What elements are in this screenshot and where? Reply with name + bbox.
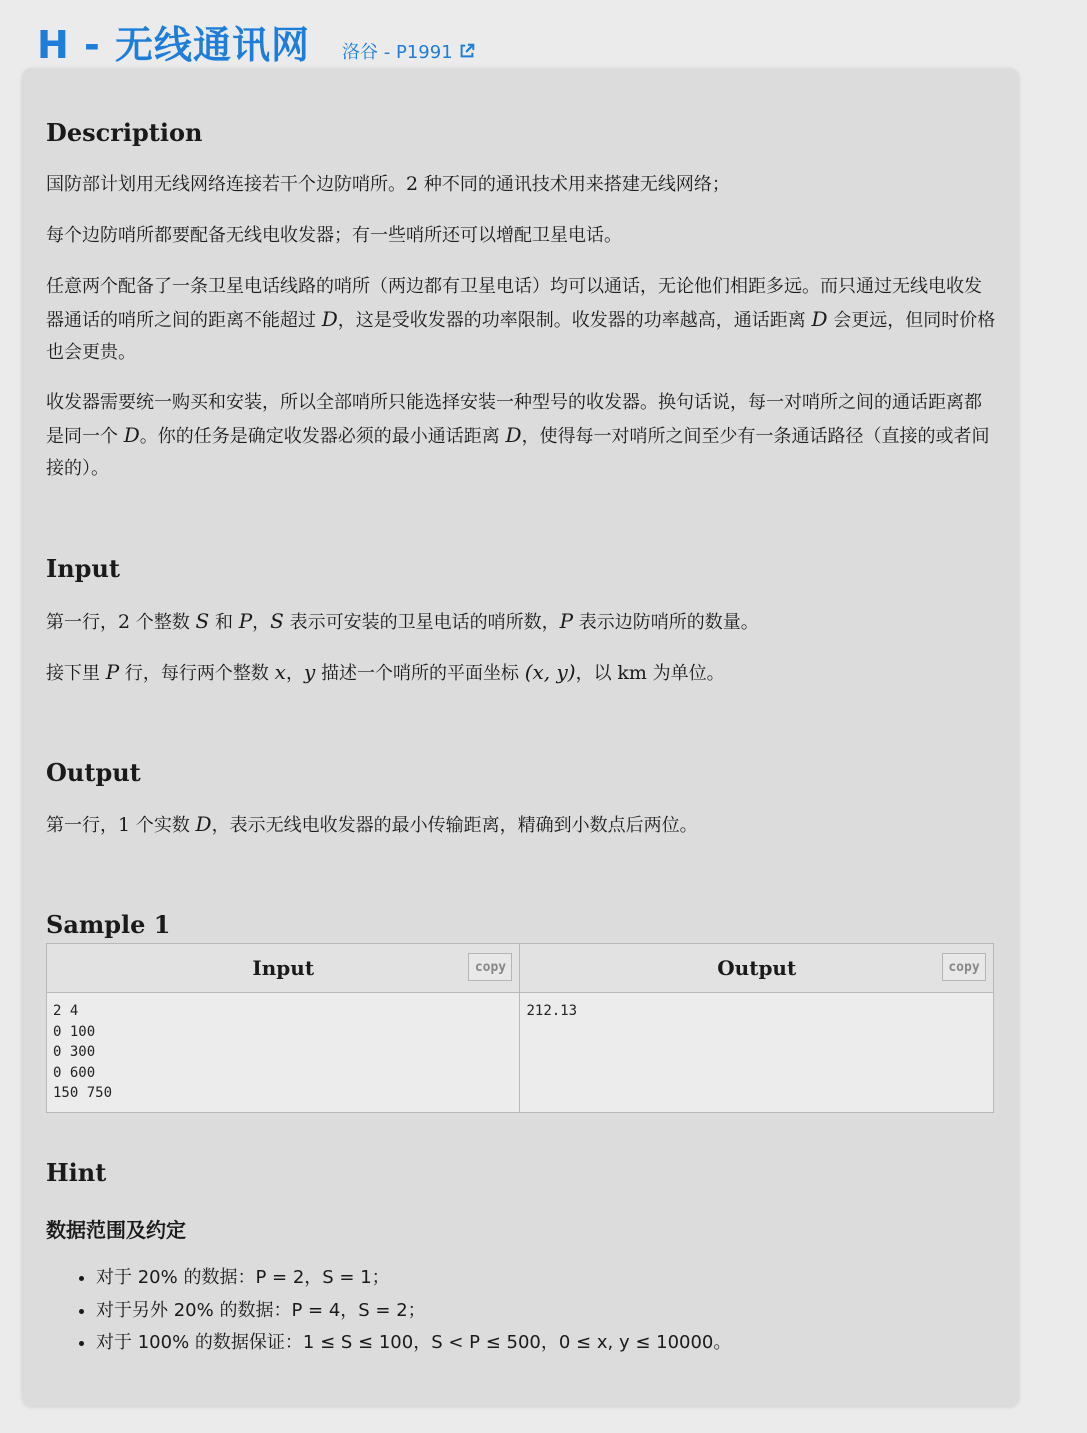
external-link-icon — [458, 42, 476, 60]
hint-heading: Hint — [46, 1158, 107, 1187]
input-paragraph-2: 接下里 P 行，每行两个整数 x，y 描述一个哨所的平面坐标 (x, y)，以 km 为单位。 — [46, 660, 725, 684]
sample-input-header — [47, 944, 520, 993]
sample-input-cell — [47, 993, 520, 1113]
sample-input-text[interactable]: 2 4 0 100 0 300 0 600 150 750 — [53, 1003, 113, 1101]
input-paragraph-1: 第一行，2 个整数 S 和 P，S 表示可安装的卫星电话的哨所数，P 表示边防哨所的数量。 — [46, 609, 759, 633]
output-heading: Output — [46, 758, 141, 787]
sample-output-label: Output — [717, 956, 797, 980]
sample-output-header — [520, 944, 994, 993]
problem-title: H - 无线通讯网 — [37, 23, 311, 67]
sample-heading: Sample 1 — [46, 910, 171, 939]
list-item: • 对于 100% 的数据保证：1 ≤ S ≤ 100，S < P ≤ 500，0 ≤ x, y ≤ 10000。 — [96, 1327, 996, 1360]
sample-table — [46, 943, 994, 1113]
sample-output-cell — [520, 993, 994, 1113]
input-heading: Input — [46, 554, 120, 583]
copy-output-button[interactable]: copy — [942, 953, 986, 981]
description-paragraph-2: 每个边防哨所都要配备无线电收发器；有一些哨所还可以增配卫星电话。 — [46, 225, 622, 246]
list-item: • 对于 20% 的数据：P = 2，S = 1； — [96, 1262, 996, 1295]
sample-input-label: Input — [252, 956, 315, 980]
hint-list — [46, 1262, 996, 1360]
hint-subheading: 数据范围及约定 — [46, 1218, 186, 1242]
source-link-label: 洛谷 - P1991 — [342, 42, 453, 63]
output-paragraph-1: 第一行，1 个实数 D，表示无线电收发器的最小传输距离，精确到小数点后两位。 — [46, 812, 698, 836]
description-paragraph-3: 任意两个配备了一条卫星电话线路的哨所（两边都有卫星电话）均可以通话，无论他们相距多远。而只通过无线电收发器通话的哨所之间的距离不能超过 D，这是受收发器的功率限制。收发器的功率越高，通话距离 D 会更远，但同时价格也会更贵。 — [46, 276, 996, 363]
description-heading: Description — [46, 118, 203, 147]
sample-output-text[interactable]: 212.13 — [526, 1003, 578, 1019]
source-link[interactable] — [342, 38, 476, 64]
list-item: • 对于另外 20% 的数据：P = 4，S = 2； — [96, 1295, 996, 1328]
page-header — [37, 14, 476, 67]
problem-card — [22, 68, 1019, 1406]
description-paragraph-1: 国防部计划用无线网络连接若干个边防哨所。2 种不同的通讯技术用来搭建无线网络； — [46, 173, 730, 195]
copy-input-button[interactable]: copy — [468, 953, 512, 981]
description-paragraph-4: 收发器需要统一购买和安装，所以全部哨所只能选择安装一种型号的收发器。换句话说，每一对哨所之间的通话距离都是同一个 D。你的任务是确定收发器必须的最小通话距离 D，使得每一对哨所之间至少有一条通话路径（直接的或者间接的）。 — [46, 392, 990, 479]
